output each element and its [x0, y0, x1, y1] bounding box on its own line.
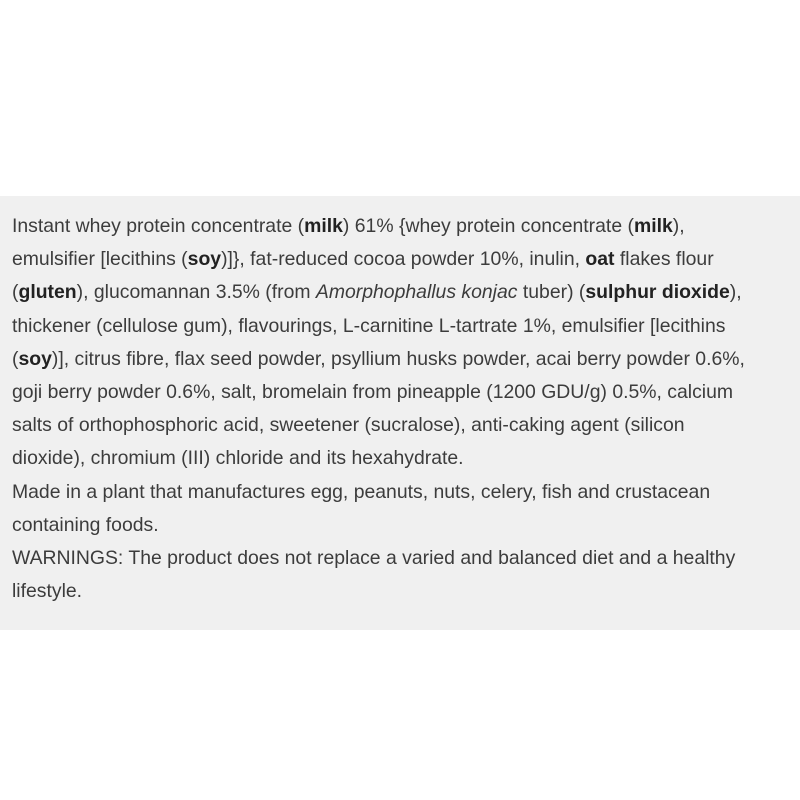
allergen-notice-line: Made in a plant that manufactures egg, peanuts, nuts, celery, fish and crustacean [12, 480, 711, 503]
ingredients-line [12, 210, 788, 243]
ingredient-text: dioxide), chromium (III) chloride and its hexahydrate. [12, 447, 464, 470]
ingredient-text: ), glucomannan 3.5% (from [76, 281, 316, 304]
ingredient-text: ( [12, 281, 19, 304]
ingredients-panel [0, 196, 800, 630]
allergen-term: milk [304, 215, 343, 237]
ingredients-line [12, 442, 788, 475]
ingredient-text: tuber) ( [517, 281, 586, 304]
warnings-line: lifestyle. [12, 580, 83, 603]
warnings-text [12, 542, 788, 608]
ingredients-line [12, 243, 788, 276]
allergen-term: sulphur dioxide [585, 281, 730, 304]
allergen-notice-line: containing foods. [12, 513, 159, 536]
ingredient-text: goji berry powder 0.6%, salt, bromelain from pineapple (1200 GDU/g) 0.5%, calcium [12, 380, 734, 403]
ingredient-text: Instant whey protein concentrate ( [12, 215, 305, 237]
ingredient-text: emulsifier [lecithins ( [12, 248, 188, 271]
ingredient-text: thickener (cellulose gum), flavourings, L-carnitine L-tartrate 1%, emulsifier [lecithins [12, 314, 726, 337]
ingredient-text: ), [729, 281, 742, 304]
allergen-term: soy [187, 248, 222, 271]
ingredient-text: ), [672, 215, 685, 237]
ingredient-text: )], citrus fibre, flax seed powder, psyllium husks powder, acai berry powder 0.6%, [51, 347, 745, 370]
ingredients-line [12, 310, 788, 343]
ingredients-line [12, 376, 788, 409]
ingredient-text: flakes flour [614, 248, 714, 271]
allergen-notice [12, 476, 788, 542]
ingredients-line [12, 343, 788, 376]
allergen-term: gluten [18, 281, 77, 304]
botanical-name: Amorphophallus konjac [315, 281, 518, 304]
warnings-line: WARNINGS: The product does not replace a varied and balanced diet and a healthy [12, 546, 736, 569]
ingredient-text: salts of orthophosphoric acid, sweetener (sucralose), anti-caking agent (silicon [12, 414, 685, 437]
ingredients-line [12, 276, 788, 309]
ingredient-text: ( [12, 347, 19, 370]
ingredient-text: )]}, fat-reduced cocoa powder 10%, inulin, [221, 248, 586, 271]
allergen-term: milk [633, 215, 673, 237]
ingredients-text [12, 210, 788, 476]
allergen-term: soy [18, 347, 52, 370]
ingredient-text: ) 61% {whey protein concentrate ( [342, 215, 634, 237]
allergen-term: oat [585, 248, 615, 271]
ingredients-line [12, 409, 788, 442]
